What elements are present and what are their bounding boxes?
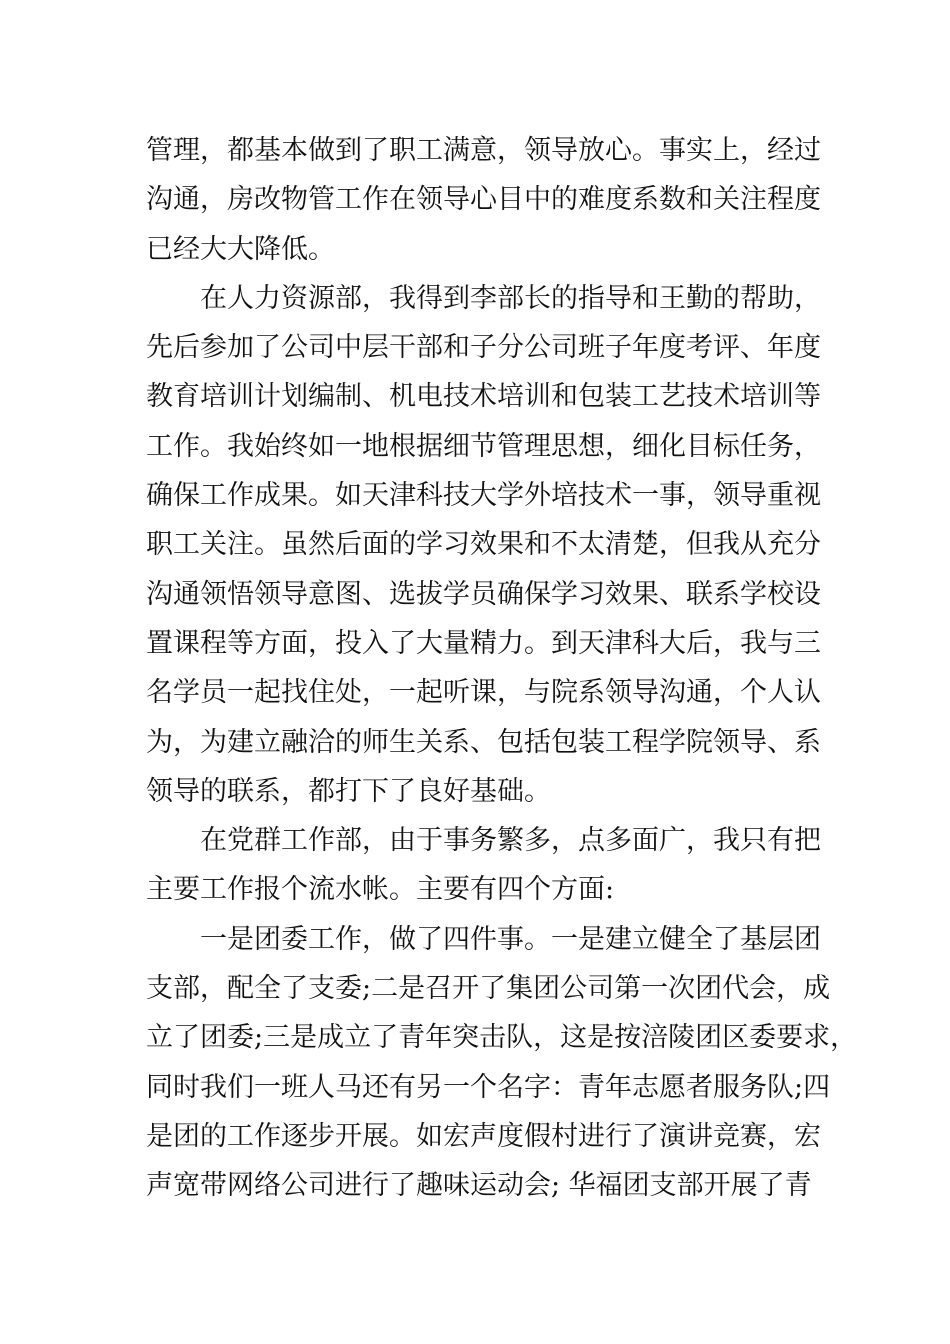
paragraph-start-line: 在人力资源部，我得到李部长的指导和王勤的帮助， — [200, 282, 821, 314]
text-line: 立了团委;三是成立了青年突击队，这是按涪陵团区委要求， — [146, 1022, 858, 1054]
text-line: 确保工作成果。如天津科技大学外培技术一事，领导重视 — [146, 480, 821, 512]
text-line: 工作。我始终如一地根据细节管理思想，细化目标任务， — [146, 430, 821, 462]
text-line: 已经大大降低。 — [146, 233, 335, 265]
text-line: 置课程等方面，投入了大量精力。到天津科大后，我与三 — [146, 627, 821, 659]
text-line: 沟通领悟领导意图、选拔学员确保学习效果、联系学校设 — [146, 578, 821, 610]
text-line: 先后参加了公司中层干部和子分公司班子年度考评、年度 — [146, 332, 821, 364]
text-line: 教育培训计划编制、机电技术培训和包装工艺技术培训等 — [146, 381, 821, 413]
text-line: 沟通，房改物管工作在领导心目中的难度系数和关注程度 — [146, 184, 821, 216]
text-line: 声宽带网络公司进行了趣味运动会; 华福团支部开展了青 — [146, 1170, 812, 1202]
document-body — [146, 126, 858, 1211]
text-line: 领导的联系，都打下了良好基础。 — [146, 775, 551, 807]
text-line: 同时我们一班人马还有另一个名字：青年志愿者服务队;四 — [146, 1071, 831, 1103]
paragraph-start-line: 在党群工作部，由于事务繁多，点多面广，我只有把 — [200, 825, 821, 857]
text-line: 为，为建立融洽的师生关系、包括包装工程学院领导、系 — [146, 726, 821, 758]
text-line: 主要工作报个流水帐。主要有四个方面: — [146, 874, 615, 906]
text-line: 支部，配全了支委;二是召开了集团公司第一次团代会，成 — [146, 973, 831, 1005]
paragraph-start-line: 一是团委工作，做了四件事。一是建立健全了基层团 — [200, 923, 821, 955]
text-line: 职工关注。虽然后面的学习效果和不太清楚，但我从充分 — [146, 529, 821, 561]
text-line: 是团的工作逐步开展。如宏声度假村进行了演讲竞赛，宏 — [146, 1120, 821, 1152]
text-line: 管理，都基本做到了职工满意，领导放心。事实上，经过 — [146, 135, 821, 166]
text-line: 名学员一起找住处，一起听课，与院系领导沟通，个人认 — [146, 677, 821, 709]
